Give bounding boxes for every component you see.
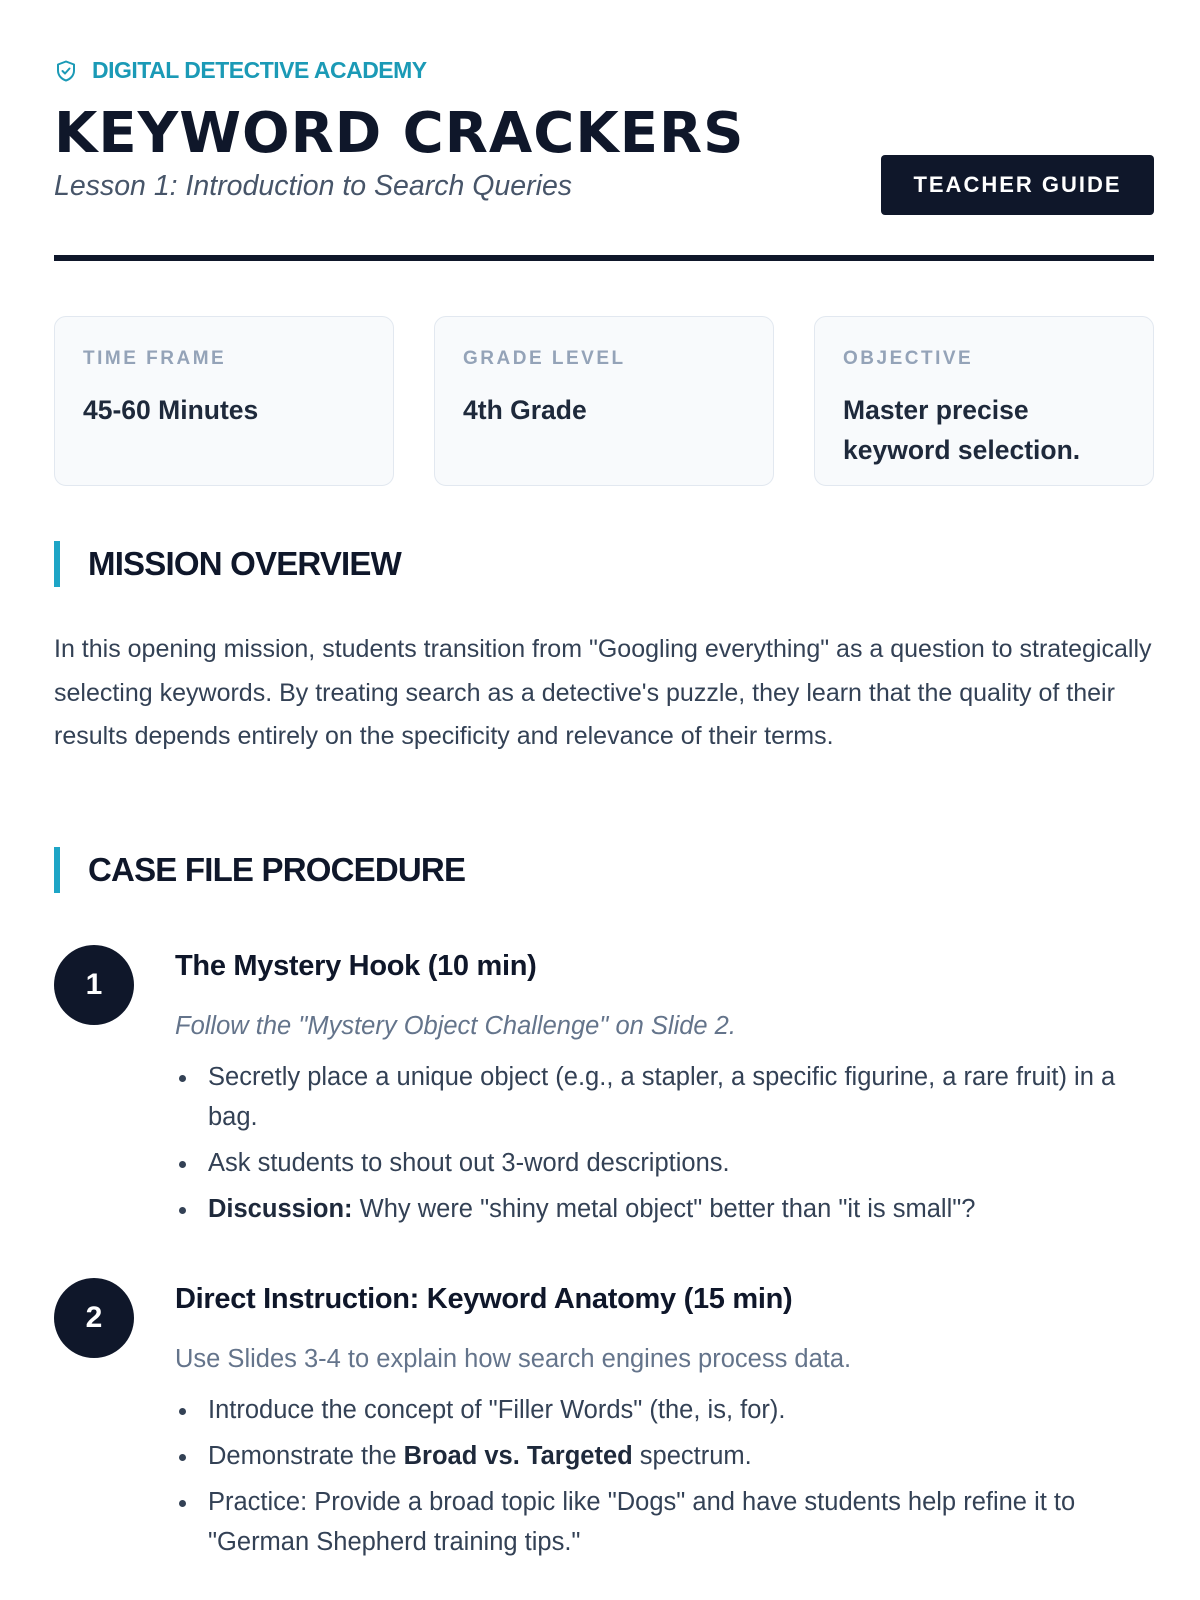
list-item: Demonstrate the Broad vs. Targeted spectrum. <box>175 1436 1154 1476</box>
academy-label <box>54 57 427 84</box>
step-body <box>175 945 1154 1235</box>
academy-name: DIGITAL DETECTIVE ACADEMY <box>92 57 427 83</box>
grade-level-card <box>434 316 774 486</box>
card-label: OBJECTIVE <box>843 348 974 369</box>
header-divider <box>54 255 1154 261</box>
teacher-guide-button[interactable]: TEACHER GUIDE <box>881 155 1154 215</box>
list-item: Ask students to shout out 3-word descriptions. <box>175 1143 1154 1183</box>
card-value: 4th Grade <box>463 395 587 425</box>
card-label: GRADE LEVEL <box>463 348 626 369</box>
step-title: The Mystery Hook (10 min) <box>175 950 537 982</box>
time-frame-card <box>54 316 394 486</box>
list-item: Secretly place a unique object (e.g., a stapler, a specific figurine, a rare fruit) in a bag. <box>175 1057 1154 1137</box>
step-number-badge: 2 <box>54 1278 134 1358</box>
step-body <box>175 1278 1154 1568</box>
section-title: CASE FILE PROCEDURE <box>88 851 466 888</box>
step-note: Follow the "Mystery Object Challenge" on Slide 2. <box>175 1012 736 1040</box>
info-cards <box>54 316 1154 486</box>
list-item: Practice: Provide a broad topic like "Dogs" and have students help refine it to "German Shepherd training tips." <box>175 1482 1154 1562</box>
step-title: Direct Instruction: Keyword Anatomy (15 min) <box>175 1283 793 1315</box>
page-title: KEYWORD CRACKERS <box>54 101 745 166</box>
section-accent-bar <box>54 847 60 893</box>
card-value: Master precise keyword selection. <box>843 395 1081 465</box>
mission-overview-text: In this opening mission, students transition from "Googling everything" as a question to strategically selecting keywords. By treating search as a detective's puzzle, they learn that the quality of their results depends entirely on the specificity and relevance of their terms. <box>54 635 1152 750</box>
card-value: 45-60 Minutes <box>83 395 259 425</box>
section-accent-bar <box>54 541 60 587</box>
step-bullets <box>175 1390 1154 1562</box>
card-label: TIME FRAME <box>83 348 227 369</box>
section-title: MISSION OVERVIEW <box>88 545 401 582</box>
shield-check-icon <box>54 59 78 83</box>
lesson-subtitle: Lesson 1: Introduction to Search Queries <box>54 170 573 202</box>
list-item: Introduce the concept of "Filler Words" (the, is, for). <box>175 1390 1154 1430</box>
step-bullets <box>175 1057 1154 1229</box>
mission-overview-heading <box>54 541 401 587</box>
step-number-badge: 1 <box>54 945 134 1025</box>
objective-card <box>814 316 1154 486</box>
list-item: Discussion: Why were "shiny metal object" better than "it is small"? <box>175 1189 1154 1229</box>
case-file-procedure-heading <box>54 847 465 893</box>
step-note: Use Slides 3-4 to explain how search engines process data. <box>175 1345 852 1373</box>
